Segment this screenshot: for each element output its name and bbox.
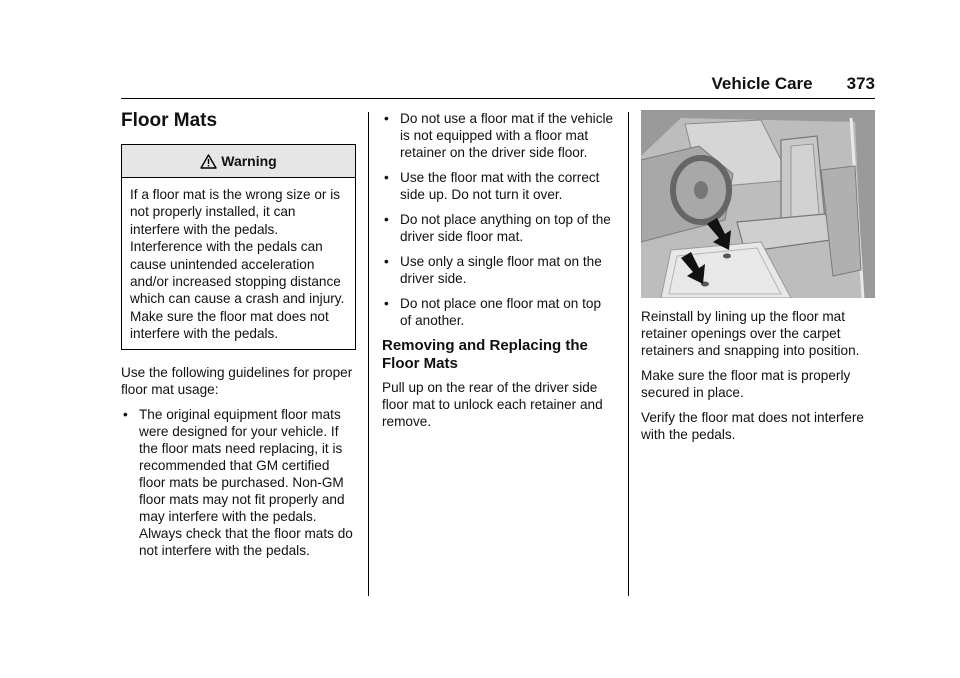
list-item [382,253,614,287]
column-1 [121,110,356,567]
list-item [382,110,614,161]
bullet: • [384,170,389,185]
list-item-text: The original equipment floor mats were designed for your vehicle. If the floor mats need replacing, it is recommended that GM certified floor mats be purchased. Non-GM floor mats may not fit properly and may interfere with the pedals. Always check that the floor mats do not interfere with the pedals. [139,406,353,558]
list-item-text: Use the floor mat with the correct side up. Do not turn it over. [400,170,600,202]
page-number: 373 [846,74,875,93]
list-item-text: Use only a single floor mat on the driver side. [400,254,602,286]
warning-text: If a floor mat is the wrong size or is not properly installed, it can interfere with the pedals. Interference with the pedals can cause unintended acceleration and/or increased stopping distance which can cause a crash and injury. Make sure the floor mat does not interfere with the pedals. [130,187,345,342]
section-subheading: Removing and Replacing the Floor Mats [382,337,588,372]
section-title: Vehicle Care [711,74,813,93]
column-divider [628,112,629,596]
guideline-list [121,406,356,559]
bullet: • [384,254,389,269]
body-text: Make sure the floor mat is properly secured in place. [641,368,851,400]
body-text: Pull up on the rear of the driver side floor mat to unlock each retainer and remove. [382,380,603,429]
column-divider [368,112,369,596]
bullet: • [123,406,128,422]
warning-label: Warning [221,152,277,169]
intro-text: Use the following guidelines for proper floor mat usage: [121,364,353,397]
bullet: • [384,212,389,227]
column-2 [382,110,614,438]
body-text: Reinstall by lining up the floor mat retainer openings over the carpet retainers and snapping into position. [641,309,860,358]
column-3 [641,110,875,451]
guideline-list [382,110,614,329]
list-item-text: Do not place anything on top of the driver side floor mat. [400,212,611,244]
list-item-text: Do not use a floor mat if the vehicle is not equipped with a floor mat retainer on the driver side floor. [400,111,614,160]
body-text: Verify the floor mat does not interfere with the pedals. [641,410,864,442]
warning-box [121,144,356,350]
page-header [121,70,875,99]
page-title: Floor Mats [121,110,218,131]
bullet: • [384,296,389,311]
list-item-text: Do not place one floor mat on top of another. [400,296,602,328]
list-item [382,211,614,245]
list-item [121,406,356,559]
warning-header [122,145,355,178]
list-item [382,295,614,329]
warning-icon [200,154,217,169]
floor-mat-illustration [641,110,875,298]
list-item [382,169,614,203]
bullet: • [384,111,389,126]
